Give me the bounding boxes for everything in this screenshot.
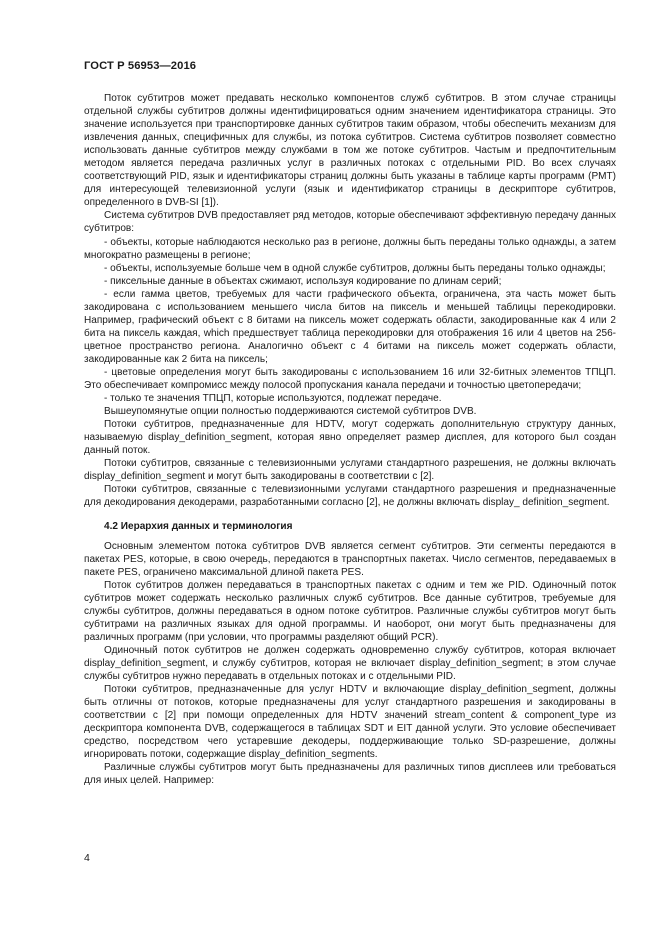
list-item: - если гамма цветов, требуемых для части графического объекта, ограничена, эта часть может быть закодирована с использованием меньшего числа битов на пиксель и меньшей таблицы перекодировки. Например, графический объект с 8 битами на пиксель может содержать области, закодированные как 4 или 2 бита на пиксель каждая, which предшествует таблица перекодировки для отображения 16 или 4 цветов на 256-цветное пространство региона. Аналогично объект с 4 битами на пиксель может содержать области, закодированные как 2 бита на пиксель;: [84, 288, 616, 365]
paragraph: Вышеупомянутые опции полностью поддерживаются системой субтитров DVB.: [104, 406, 477, 418]
paragraph: Одиночный поток субтитров не должен содержать одновременно службу субтитров, которая включает display_definition_segment, и службу субтитров, которая не включает display_definition_segment; в этом случае службы субтитров нужно передавать в отдельных потоках и с отдельными PID.: [84, 644, 616, 682]
list-item: - цветовые определения могут быть закодированы с использованием 16 или 32-битных элементов ТПЦП. Это обеспечивает компромисс между полосой пропускания канала передачи и точностью цветопередачи;: [84, 366, 616, 392]
standard-header: ГОСТ Р 56953—2016: [84, 60, 197, 72]
list-item: - пиксельные данные в объектах сжимают, используя кодирование по длинам серий;: [104, 275, 502, 287]
page-number: 4: [84, 852, 90, 864]
list-item: - объекты, используемые больше чем в одной службе субтитров, должны быть переданы только однажды;: [104, 262, 606, 274]
body-text: [84, 92, 616, 787]
paragraph: Потоки субтитров, связанные с телевизионными услугами стандартного разрешения, не должны включать display_definition_segment и могут быть закодированы в соответствии с [2].: [84, 458, 616, 483]
list-item: - только те значения ТПЦП, которые используются, подлежат передаче.: [104, 393, 442, 405]
paragraph: Потоки субтитров, связанные с телевизионными услугами стандартного разрешения и предназначенные для декодирования декодерами, разработанными согласно [2], не должны включать display_ definition_segment.: [84, 484, 616, 509]
paragraph: Система субтитров DVB предоставляет ряд методов, которые обеспечивают эффективную передачу данных субтитров:: [84, 210, 616, 235]
paragraph: Различные службы субтитров могут быть предназначены для различных типов дисплеев или требоваться для иных целей. Например:: [84, 762, 616, 787]
paragraph: Основным элементом потока субтитров DVB является сегмент субтитров. Эти сегменты передаются в пакетах PES, которые, в свою очередь, передаются в транспортных пакетах. Число сегментов, передаваемых в пакете PES, ограничено максимальной длиной пакета PES.: [84, 540, 616, 578]
paragraph: Потоки субтитров, предназначенные для услуг HDTV и включающие display_definition_segment, должны быть отличны от потоков, которые предназначены для услуг стандартного разрешения и закодированы в соответствии с [2] при помощи определенных для HDTV значений stream_content & component_type из дескриптора компонента DVB, содержащегося в таблицах SDT и EIT данной услуги. Это условие обеспечивает средство, посредством чего устаревшие декодеры, поддерживающие только SD-разрешение, должны игнорировать потоки, содержащие display_definition_segments.: [84, 684, 616, 761]
paragraph: Потоки субтитров, предназначенные для HDTV, могут содержать дополнительную структуру данных, называемую display_definition_segment, которая явно определяет размер дисплея, для которого был создан данный поток.: [84, 419, 616, 457]
list-item: - объекты, которые наблюдаются несколько раз в регионе, должны быть переданы только однажды, а затем многократно размещены в регионе;: [84, 236, 616, 261]
paragraph: Поток субтитров должен передаваться в транспортных пакетах с одним и тем же PID. Одиночный поток субтитров может содержать несколько различных служб субтитров. Все данные субтитров, требуемые для службы субтитров, должны передаваться в одном потоке субтитров. Различные службы субтитров могут быть субтитрами на различных языках для одной программы. И наоборот, они могут быть предназначены для различных программ (при условии, что программы разделяют общий PCR).: [84, 579, 616, 643]
paragraph: Поток субтитров может предавать несколько компонентов служб субтитров. В этом случае страницы отдельной службы субтитров должны идентифицироваться одним значением идентификатора страницы. Это значение используется при транспортировке данных субтитров таким образом, чтобы обеспечить механизм для извлечения данных, специфичных для службы, из потока субтитров. Система субтитров позволяет совместно использовать данные субтитров между службами в том же потоке субтитров. Частым и предпочтительным методом является передача различных услуг в различных потоках с отдельными PID. Во всех случаях соответствующий PID, язык и идентификаторы страниц должны быть указаны в таблице карты программ (PMT) для интересующей телевизионной услуги (язык и идентификатор страницы в дескрипторе субтитров, определенного в DVB-SI [1]).: [84, 93, 616, 209]
section-heading: 4.2 Иерархия данных и терминология: [104, 520, 293, 532]
